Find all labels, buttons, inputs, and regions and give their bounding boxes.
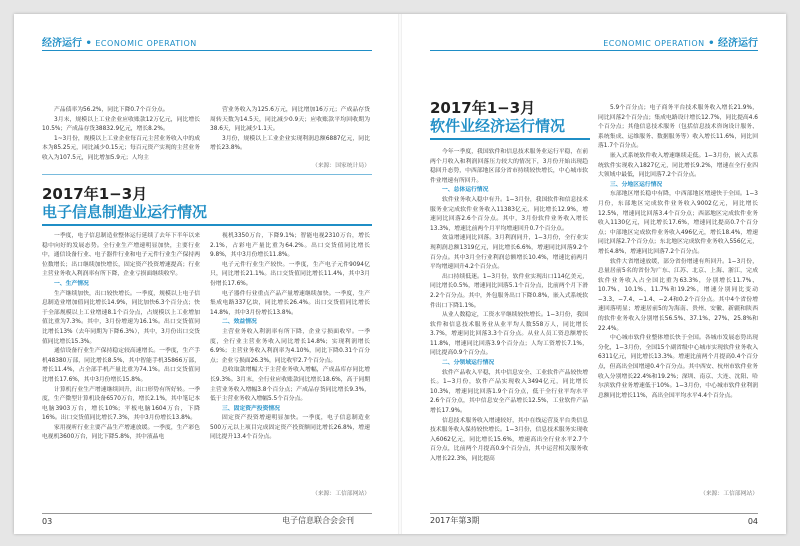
section-heading: 一、生产情况 — [54, 280, 89, 287]
paragraph: 产品债率为56.2%，同比下降0.7个百分点。 — [54, 107, 169, 113]
page-number: 04 — [747, 517, 758, 526]
footer-rule — [430, 513, 758, 514]
title-underline — [430, 138, 590, 140]
top-text-column-2 — [210, 106, 370, 161]
section-heading: 二、分领域运行情况 — [442, 360, 495, 367]
paragraph: 信息技术服务收入增速较好，其中在线运营及平台类信息技术服务收入保持较快增长。1−3月份，信息技术服务实现收入6062亿元，同比增长15.6%，增速高出全行业水平2.7个百分点，比前两个月提高0.9个百分点，其中运营相关服务收入增长22.3%，同比提高 — [430, 417, 588, 462]
paragraph: 东部地区增长稳中有降，中西部地区增速快于全国。1−3月份，东部地区完成软件业务收入9002亿元，同比增长12.5%，增速同比回落3.4个百分点；西部地区完成软件业务收入1130亿元，同比增长17.6%，增速同比提高0.7个百分点；中部地区完成软件业务收入496亿元，增长18.4%，增速同比回落2.7个百分点；东北地区完成软件业务收入556亿元，增长4.8%，增速同比回落7.2个百分点。 — [598, 191, 758, 255]
paragraph: 视机3350万台，下降9.1%；智能电视2310万台，增长2.1%，占彩电产量比重为64.2%。出口交货值同比增长9.8%，其中3月份增长11.8%。 — [210, 233, 370, 259]
article-column-1 — [42, 232, 200, 500]
paragraph: 效益增速同比回落。3月利润同升，1−3月份，全行业实现利润总额1319亿元，同比增长6.6%，增速同比回落9.2个百分点。其中3月全行业利润总额增长10.4%，增速比前两月平均增速回升4.2个百分点。 — [430, 235, 588, 271]
paragraph: 总收取款增幅大于主营业务收入增幅，产成品库存同比增长9.3%。3月末，全行业应收账款同比增长18.6%，高于同期主营业务收入增幅3.8个百分点；产成品存货同比增长9.3%，低于主营业务收入增幅5.5个百分点。 — [210, 367, 370, 403]
paragraph: 营业务收入为125.6万元，同比增加16万元；产成品存货周转天数为14.5天，同比减少0.9天；应收账款平均回收期为38.6天，同比减少1.1天。 — [210, 107, 370, 133]
journal-issue: 2017年第3期 — [430, 516, 480, 525]
article-column-2 — [210, 232, 370, 488]
article-title — [42, 186, 372, 226]
article-title-line1: 2017年1−3月 — [42, 185, 148, 203]
paragraph: 固定资产投资增速明显加快。一季度，电子信息制造业500万元以上项目完成固定资产投资额同比增长26.8%，增速同比提升13.4个百分点。 — [210, 415, 370, 441]
article-title-line1: 2017年1−3月 — [430, 99, 536, 117]
title-underline — [42, 224, 372, 226]
article-column-2 — [598, 104, 758, 488]
right-page-header — [603, 34, 758, 49]
paragraph: 一季度，电子信息制造业整体运行延续了去年下半年以来稳中向好的发展态势。全行业生产增速明显加快，主要行业中，通信设备行业、电子器件行业和电子元件行业生产保持两位数增长；出口继续加快增长，固定资产投资增速提高；行业主营业务收入利润率有所下降，企业亏损面继续收窄。 — [42, 233, 200, 278]
paragraph: 电子元件行业生产较快。一季度，生产电子元件9094亿只，同比增长21.1%。出口交货值同比增长11.4%，其中3月份增长17.6%。 — [210, 261, 370, 287]
section-heading: 三、固定资产投资情况 — [222, 405, 280, 412]
paragraph: 3月末，规模以上工业企业应收账款12万亿元，同比增长10.5%；产成品存货38832.9亿元，增长8.2%。 — [42, 116, 200, 133]
section-title-cn: 经济运行 — [42, 38, 82, 49]
paragraph: 生产继续加快，出口较快增长。一季度，规模以上电子信息制造业增加值同比增长14.9%，同比加快6.3个百分点；快于全部规模以上工业增速8.1个百分点，占规模以上工业增加值比重为7.3%。其中，3月份增速为16.1%。出口交货值同比增长13%（去年同期为下降6.3%），其中，3月份出口交货值同比增长15.3%。 — [42, 290, 200, 345]
paragraph: 软件大省增速放缓，部分省份增速有所回升。1−3月份，总量居前5名的省份为广东、江苏、北京、上海、浙江，完成软件业务收入占全国比重为63.3%，分别增长11.7%、10.7%、10.1%、11.7%和19.2%，增速分别同比变动−3.3、−7.4、−1.4、−2.4和0.2个百分点。其中4个省份增速回落明显；增速居前5的为海南、贵州、安徽、新疆和陕西的软件业务收入分别增长56.5%、37.1%、27%、25.8%和22.4%。 — [598, 258, 758, 332]
paragraph: 嵌入式系统软件收入增速继续走低。1−3月份，嵌入式系统软件实现收入1827亿元，同比增长9.2%，增速在全行业四大领域中最低，同比回落7.2个百分点。 — [598, 152, 758, 179]
top-source: （来源：国家统计局） — [312, 163, 370, 169]
section-heading: 三、分地区运行情况 — [610, 181, 663, 188]
section-title-en: ECONOMIC OPERATION — [603, 39, 705, 48]
article-source: （来源：工信部网站） — [312, 491, 370, 497]
article-column-1 — [430, 148, 588, 500]
paragraph: 通信设备行业生产保持稳定较高速增长。一季度，生产手机48380万部，同比增长8.5%，其中智能手机35866万部，增长11.4%，占全部手机产量比重为74.1%。出口交货值同比增长17.6%，其中3月份增长15.8%。 — [42, 348, 200, 383]
paragraph: 从业人数稳定，工资水平继续较快增长。1−3月份，我国软件和信息技术服务业从业平均人数558万人，同比增长3.7%，增速同比回落3.3个百分点。从业人员工资总额增长11.8%，增速同比回落3.9个百分点；人均工资增长7.1%，同比提高0.9个百分点。 — [430, 312, 588, 357]
section-title-en: ECONOMIC OPERATION — [95, 39, 197, 48]
paragraph: 5.9个百分点；电子商务平台技术服务收入增长21.9%，同比回落2个百分点；集成电路设计增长12.7%，同比提高4.6个百分点；其他信息技术服务（包括信息技术咨询设计服务、系统集成、运维服务、数据服务等）收入增长11.6%，同比回落1.7个百分点。 — [598, 105, 758, 150]
paragraph: 家用视听行业主要产品生产增速放缓。一季度，生产彩色电视机3600万台，同比下降5.8%，其中液晶电 — [42, 424, 200, 441]
paragraph: 计算机行业生产增速继续回升，出口形势有所好转。一季度，生产微型计算机设备6570万台，增长2.1%，其中笔记本电脑3903万台，增长10%；平板电脑1604万台，下降16%。出口交货值同比增长7.3%，其中3月份增长13.8%。 — [42, 386, 200, 422]
left-page — [14, 14, 400, 534]
paragraph: 主营业务收入利润率有所下降，企业亏损面收窄。一季度，全行业主营业务收入同比增长14.8%；实现利润增长6.9%；主营业务收入利润率为4.10%，同比下降0.31个百分点；企业亏损面26.3%，同比收窄2.7个百分点。 — [210, 328, 370, 364]
section-heading: 二、效益情况 — [222, 319, 257, 326]
paragraph: 软件产品收入平稳，其中信息安全、工业软件产品较快增长。1−3月份，软件产品实现收入3494亿元，同比增长10.3%，增速同比回落1.9个百分点，低于全行业平均水平2.6个百分点，其中信息安全产品增长12.5%，工业软件产品增长17.9%。 — [430, 369, 588, 415]
left-page-header — [42, 34, 197, 49]
page-number: 03 — [42, 517, 53, 526]
paragraph: 出口持续低迷。1−3月份，软件业实现出口114亿美元，同比增长0.5%，增速同比回落5.1个百分点，比前两个月下滑2.2个百分点。其中，外包服务出口下降0.8%，嵌入式系统软件出口下降1.1%。 — [430, 273, 588, 309]
article-title — [430, 100, 590, 140]
section-separator: • — [708, 38, 715, 49]
paragraph: 电子器件行业重点产品产量增速继续加快。一季度，生产集成电路337亿块，同比增长26.4%。出口交货值同比增长14.8%，其中3月份增长13.8%。 — [210, 290, 370, 316]
journal-name: 电子信息联合会会刊 — [282, 516, 354, 525]
article-title-line2: 软件业经济运行情况 — [430, 117, 566, 135]
paragraph: 中心城市软件业整体增长快于全国。各城市发展态势出现分化，1−3月份，全国15个副省级中心城市实现软件业务收入6311亿元，同比增长13.3%。增速比前两个月提高0.4个百分点，但高出全国增速0.4个百分点。其中西安、杭州市软件业务收入分别增长22.4%和19.2%；深圳、南京、大连、沈阳、哈尔滨软件业务增速低于10%。1−3月份，中心城市软件业利润总额同比增长11%，高出全国平均水平4.4个百分点。 — [598, 335, 758, 399]
paragraph: 1~3月份，规模以上工业企业每百元主营业务收入中的成本为85.25元，同比减少0.15元；每百元资产实现的主营业务收入为107.5元，同比增加5.9元；人均主 — [42, 135, 200, 161]
article-title-line2: 电子信息制造业运行情况 — [42, 203, 208, 221]
paragraph: 软件业务收入稳中有升。1−3月份，我国软件和信息技术服务业完成软件业务收入11383亿元，同比增长12.9%，增速同比回落2.6个百分点。其中，3月份软件业务收入增长13.3%，增速比前两个月平均增速回升0.7个百分点。 — [430, 196, 588, 232]
paragraph: 3月份，规模以上工业企业实现利润总额6887亿元，同比增长23.8%。 — [210, 135, 370, 152]
footer-rule — [42, 513, 372, 514]
top-text-column-1 — [42, 106, 200, 161]
header-rule — [42, 50, 372, 51]
right-page — [400, 14, 786, 534]
paragraph: 今年一季度，我国软件和信息技术服务业运行平稳，在前两个月收入和利润回落压力较大的情况下，3月份开始出现趋稳回升态势，中西部地区部分省市持续较快增长，中心城市软件业增速有所回升。 — [430, 149, 588, 184]
section-divider — [42, 174, 372, 175]
article-source: （来源：工信部网站） — [700, 491, 758, 497]
section-heading: 一、总体运行情况 — [442, 187, 489, 194]
header-rule — [430, 50, 758, 51]
section-separator: • — [85, 38, 92, 49]
magazine-spread — [14, 14, 786, 534]
section-title-cn: 经济运行 — [718, 38, 758, 49]
